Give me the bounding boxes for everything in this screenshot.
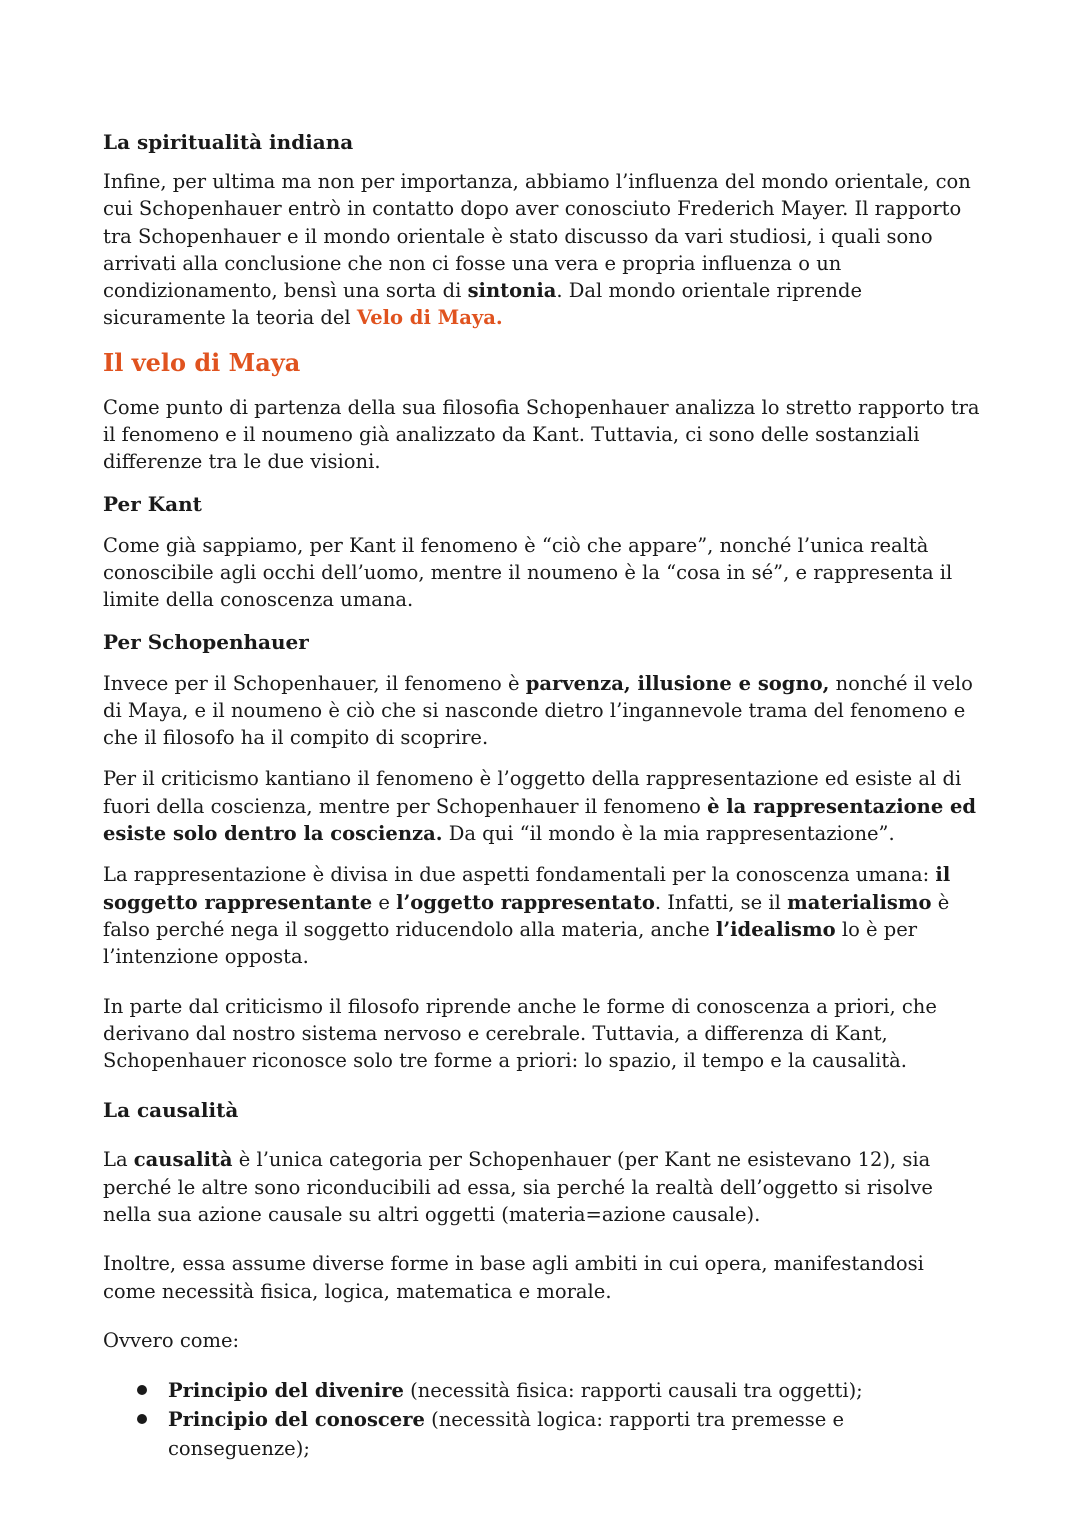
paragraph-velo-intro: Come punto di partenza della sua filosofia Schopenhauer analizza lo stretto rapporto tra il fenomeno e il noumeno già analizzato da Kant. Tuttavia, ci sono delle sostanziali differenze tra le due visioni. — [103, 395, 980, 474]
paragraph-schopenhauer-2: Per il criticismo kantiano il fenomeno è l’oggetto della rappresentazione ed esiste al di fuori della coscienza, mentre per Schopenhauer il fenomeno è la rappresentazione ed esiste solo dentro la coscienza. Da qui “il mondo è la mia rappresentazione”. — [103, 767, 977, 846]
list-item: Principio del divenire (necessità fisica: rapporti causali tra oggetti); — [137, 1376, 980, 1405]
list-item: Principio del conoscere (necessità logica: rapporti tra premesse e conseguenze); — [137, 1405, 980, 1463]
section-heading-spiritualita: La spiritualità indiana — [103, 130, 354, 154]
section-title-velo-di-maya: Il velo di Maya — [103, 347, 301, 377]
paragraph-causalita-1: La causalità è l’unica categoria per Schopenhauer (per Kant ne esistevano 12), sia perché le altre sono riconducibili ad essa, sia perché la realtà dell’oggetto si risolve nella sua azione causale su altri oggetti (materia=azione causale). — [103, 1148, 933, 1227]
paragraph-schopenhauer-3: La rappresentazione è divisa in due aspetti fondamentali per la conoscenza umana: il soggetto rappresentante e l’oggetto rappresentato. Infatti, se il materialismo è falso perché nega il soggetto riducendolo alla materia, anche l’idealismo lo è per l’intenzione opposta. — [103, 863, 951, 969]
principles-list — [103, 1376, 980, 1463]
section-heading-per-kant: Per Kant — [103, 491, 202, 516]
paragraph-schopenhauer-4: In parte dal criticismo il filosofo riprende anche le forme di conoscenza a priori, che derivano dal nostro sistema nervoso e cerebrale. Tuttavia, a differenza di Kant, Schopenhauer riconosce solo tre forme a priori: lo spazio, il tempo e la causalità. — [103, 994, 937, 1073]
paragraph-schopenhauer-1: Invece per il Schopenhauer, il fenomeno è parvenza, illusione e sogno, nonché il velo di Maya, e il noumeno è ciò che si nasconde dietro l’ingannevole trama del fenomeno e che il filosofo ha il compito di scoprire. — [103, 671, 973, 750]
bullet-icon — [137, 1414, 147, 1424]
paragraph-spiritualita: Infine, per ultima ma non per importanza, abbiamo l’influenza del mondo orientale, con cui Schopenhauer entrò in contatto dopo aver conosciuto Frederich Mayer. Il rapporto tra Schopenhauer e il mondo orientale è stato discusso da vari studiosi, i quali sono arrivati alla conclusione che non ci fosse una vera e propria influenza o un condizionamento, bensì una sorta di sintonia. Dal mondo orientale riprende sicuramente la teoria del Velo di Maya. — [103, 170, 971, 330]
paragraph-kant: Come già sappiamo, per Kant il fenomeno è “ciò che appare”, nonché l’unica realtà conoscibile agli occhi dell’uomo, mentre il noumeno è la “cosa in sé”, e rappresenta il limite della conoscenza umana. — [103, 533, 953, 612]
paragraph-causalita-2: Inoltre, essa assume diverse forme in base agli ambiti in cui opera, manifestandosi come necessità fisica, logica, matematica e morale. — [103, 1252, 924, 1303]
bullet-icon — [137, 1385, 147, 1395]
section-heading-causalita: La causalità — [103, 1098, 239, 1123]
section-heading-per-schopenhauer: Per Schopenhauer — [103, 629, 309, 654]
paragraph-causalita-3: Ovvero come: — [103, 1328, 240, 1352]
